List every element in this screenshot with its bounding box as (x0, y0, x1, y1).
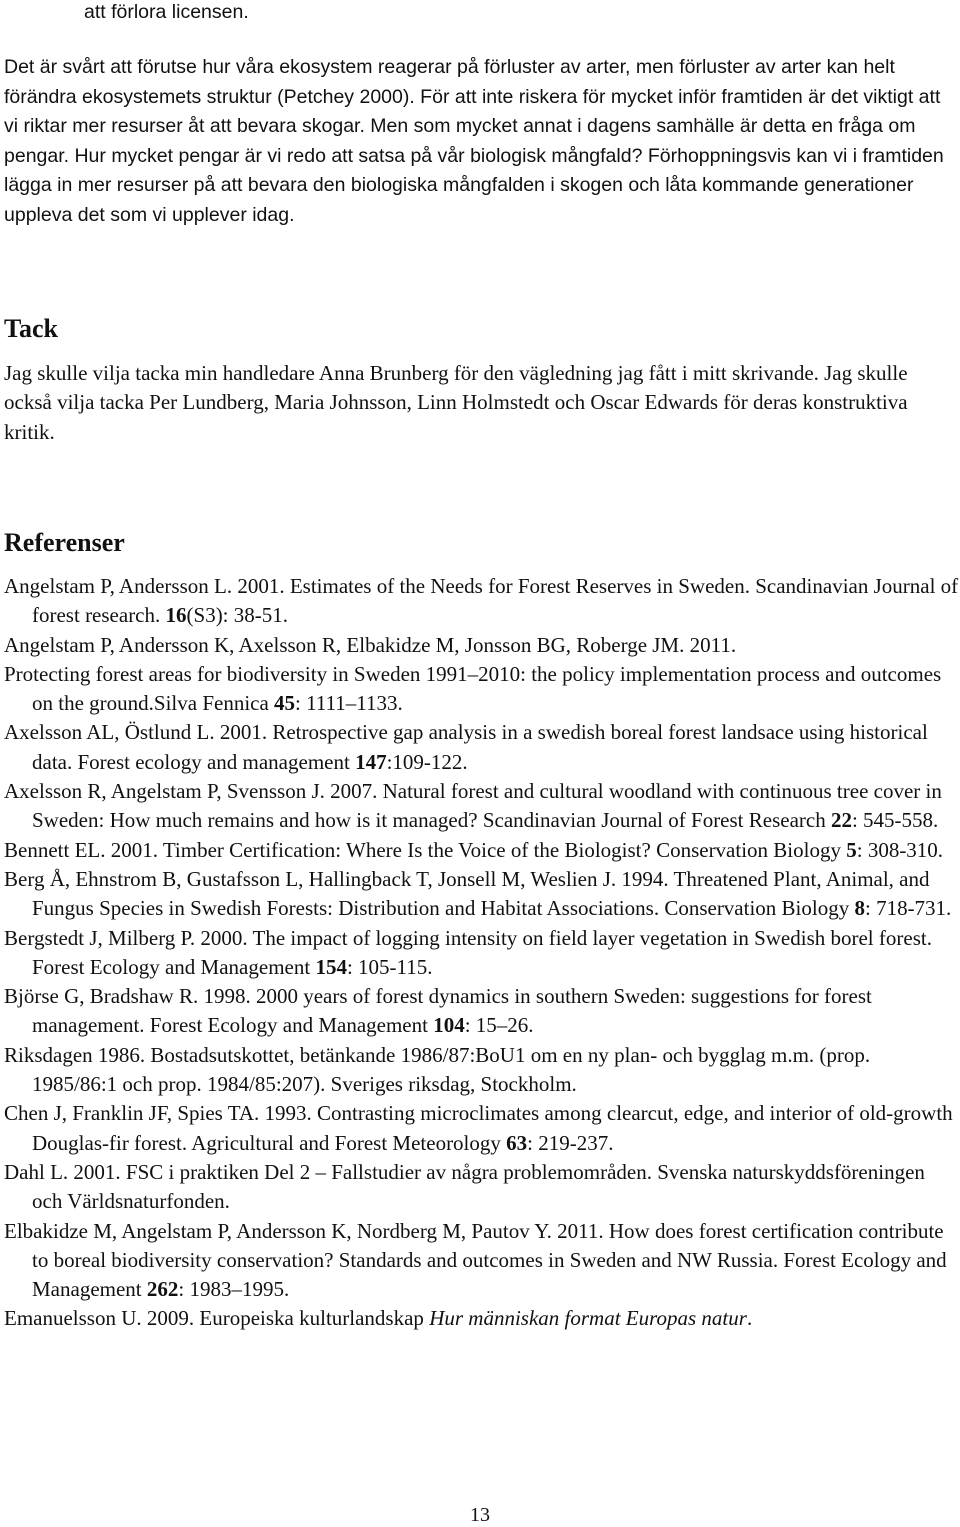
references-heading: Referenser (4, 528, 125, 557)
reference-list (4, 572, 960, 1334)
page-number: 13 (470, 1504, 490, 1526)
acknowledgements-paragraph: Jag skulle vilja tacka min handledare Anna Brunberg för den vägledning jag fått i mitt skrivande. Jag skulle också vilja tacka Per Lundberg, Maria Johnsson, Linn Holmstedt och Oscar Edwards för deras konstruktiva kritik. (4, 361, 908, 444)
reference-entry: Angelstam P, Andersson K, Axelsson R, Elbakidze M, Jonsson BG, Roberge JM. 2011. (4, 632, 737, 657)
reference-entry: Axelsson R, Angelstam P, Svensson J. 2007. Natural forest and cultural woodland with continuous tree cover in Sweden: How much remains and how is it managed? Scandinavian Journal of Forest Research 22: 545-558. (4, 779, 942, 833)
acknowledgements-heading: Tack (4, 314, 58, 343)
reference-entry: Axelsson AL, Östlund L. 2001. Retrospective gap analysis in a swedish boreal forest landsace using historical data. Forest ecology and management 147:109-122. (4, 720, 928, 774)
reference-entry: Björse G, Bradshaw R. 1998. 2000 years of forest dynamics in southern Sweden: suggestions for forest management. Forest Ecology and Management 104: 15–26. (4, 984, 872, 1038)
reference-entry: Riksdagen 1986. Bostadsutskottet, betänkande 1986/87:BoU1 om en ny plan- och bygglag m.m. (prop. 1985/86:1 och prop. 1984/85:207). Sveriges riksdag, Stockholm. (4, 1042, 871, 1097)
reference-entry: Emanuelsson U. 2009. Europeiska kulturlandskap Hur människan format Europas natur. (4, 1306, 753, 1331)
reference-entry: Angelstam P, Andersson L. 2001. Estimates of the Needs for Forest Reserves in Sweden. Scandinavian Journal of forest research. 16(S3): 38-51. (4, 574, 959, 628)
reference-entry: Dahl L. 2001. FSC i praktiken Del 2 – Fallstudier av några problemområden. Svenska naturskyddsföreningen och Världsnaturfonden. (4, 1159, 925, 1214)
reference-entry: Bennett EL. 2001. Timber Certification: Where Is the Voice of the Biologist? Conservation Biology 5: 308-310. (4, 837, 944, 862)
reference-entry: Protecting forest areas for biodiversity in Sweden 1991–2010: the policy implementation process and outcomes on the ground.Silva Fennica 45: 1111–1133. (4, 661, 942, 716)
reference-entry: Chen J, Franklin JF, Spies TA. 1993. Contrasting microclimates among clearcut, edge, and interior of old-growth Douglas-fir forest. Agricultural and Forest Meteorology 63: 219-237. (4, 1101, 953, 1155)
conclusion-paragraph: Det är svårt att förutse hur våra ekosystem reagerar på förluster av arter, men förluster av arter kan helt förändra ekosystemets struktur (Petchey 2000). För att inte riskera för mycket inför framtiden är det viktigt att vi riktar mer resurser åt att bevara skogar. Men som mycket annat i dagens samhälle är detta en fråga om pengar. Hur mycket pengar är vi redo att satsa på vår biologisk mångfald? Förhoppningsvis kan vi i framtiden lägga in mer resurser på att bevara den biologiska mångfalden i skogen och låta kommande generationer uppleva det som vi upplever idag. (4, 56, 944, 226)
reference-entry: Elbakidze M, Angelstam P, Andersson K, Nordberg M, Pautov Y. 2011. How does forest certification contribute to boreal biodiversity conservation? Standards and outcomes in Sweden and NW Russia. Forest Ecology and Management 262: 1983–1995. (4, 1218, 947, 1302)
reference-entry: Berg Å, Ehnstrom B, Gustafsson L, Hallingback T, Jonsell M, Weslien J. 1994. Threatened Plant, Animal, and Fungus Species in Swedish Forests: Distribution and Habitat Associations. Conservation Biology 8: 718-731. (4, 866, 952, 921)
continued-text-line: att förlora licensen. (84, 1, 249, 23)
reference-entry: Bergstedt J, Milberg P. 2000. The impact of logging intensity on field layer vegetation in Swedish borel forest. Forest Ecology and Management 154: 105-115. (4, 925, 932, 979)
